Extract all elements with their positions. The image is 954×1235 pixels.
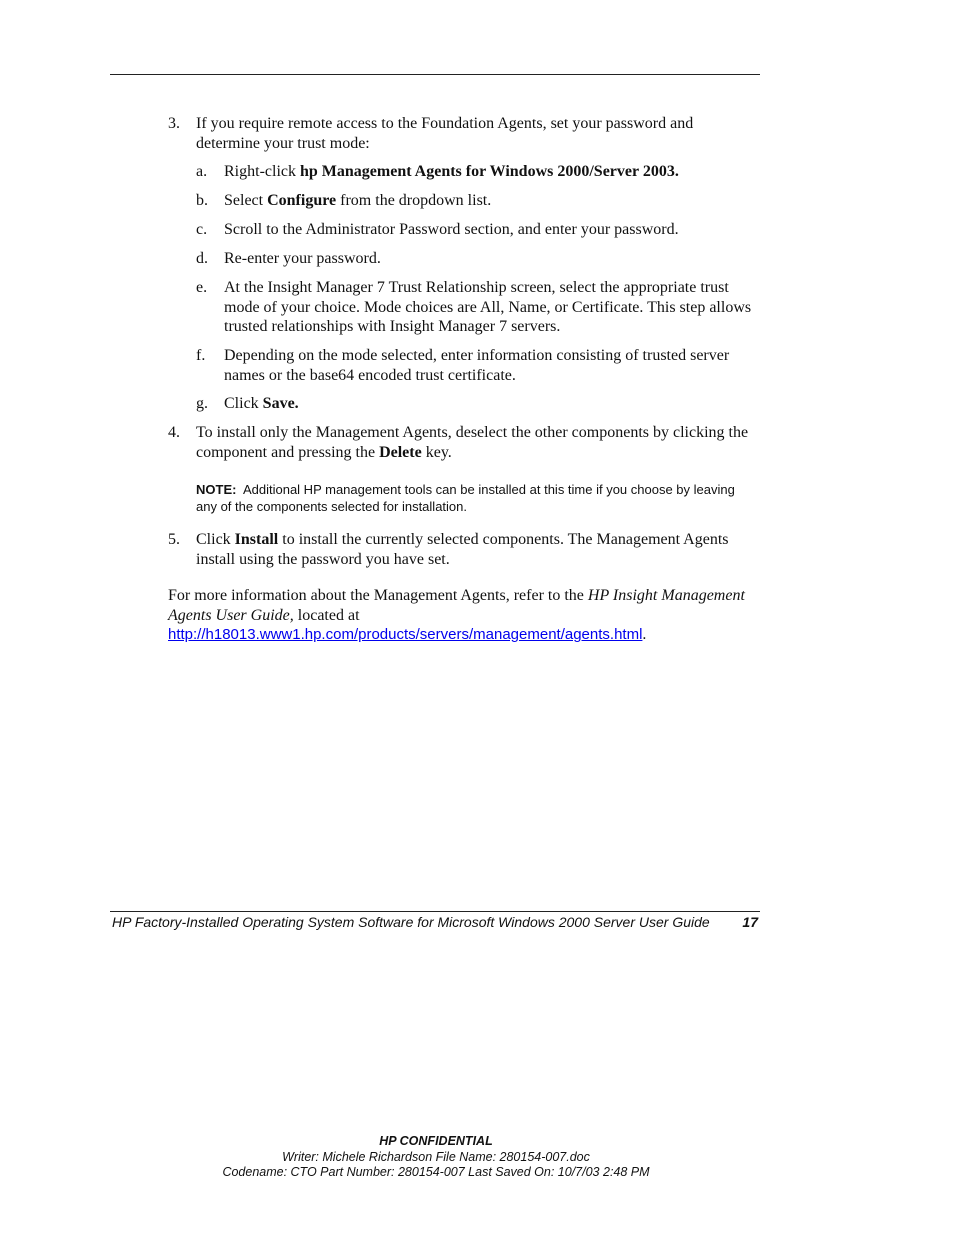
step-text: to install the currently selected components. The Management Agents install using the password you have set. [196, 531, 729, 568]
substep-letter: f. [196, 347, 206, 364]
paragraph-end: . [642, 626, 647, 643]
note-text: Additional HP management tools can be installed at this time if you choose by leaving any of the components selected for installation. [196, 482, 735, 514]
substep-text: At the Insight Manager 7 Trust Relationship screen, select the appropriate trust mode of your choice. Mode choices are All, Name, or Certificate. This step allows trusted relationships with Insight Manager 7 servers. [224, 279, 752, 335]
footer-title: HP Factory-Installed Operating System Software for Microsoft Windows 2000 Server User Guide [112, 914, 710, 930]
install-label: Install [234, 531, 279, 548]
step-text: key. [421, 443, 452, 461]
delete-key-label: Delete [379, 443, 422, 461]
note [196, 481, 756, 515]
step-text: To install only the Management Agents, deselect the other components by clicking the component and pressing the [196, 424, 749, 461]
writer-line: Writer: Michele Richardson File Name: 280154-007.doc [282, 1149, 590, 1164]
note-label: NOTE: [196, 482, 237, 497]
substep-letter: a. [196, 163, 208, 180]
save-label: Save. [262, 395, 299, 412]
codename-line: Codename: CTO Part Number: 280154-007 Last Saved On: 10/7/03 2:48 PM [222, 1165, 650, 1179]
substep-text: Select [224, 192, 268, 209]
step-number: 4. [168, 424, 180, 441]
substep-text: Click [224, 395, 263, 412]
header-rule [110, 74, 760, 75]
more-info-paragraph [168, 586, 758, 645]
page-number: 17 [742, 914, 758, 930]
agents-url-link[interactable]: http://h18013.www1.hp.com/products/servers/management/agents.html [168, 626, 643, 643]
substep-letter: c. [196, 221, 208, 238]
footer-rule [110, 911, 760, 912]
configure-label: Configure [267, 192, 337, 209]
page-footer [112, 914, 758, 930]
guide-title: HP Insight Management Agents User Guide, [168, 587, 745, 624]
step-number: 5. [168, 531, 180, 548]
substep-text: Scroll to the Administrator Password section, and enter your password. [224, 221, 679, 238]
agent-name: hp Management Agents for Windows 2000/Server 2003. [299, 163, 679, 180]
substep-letter: e. [196, 279, 208, 296]
step-text: Click [196, 531, 235, 548]
substep-text: Depending on the mode selected, enter information consisting of trusted server names or the base64 encoded trust certificate. [224, 347, 730, 384]
substep-letter: b. [196, 192, 208, 209]
substep-letter: d. [196, 250, 208, 267]
confidential-heading: HP CONFIDENTIAL [379, 1134, 493, 1148]
paragraph-text: For more information about the Management Agents, refer to the [168, 587, 588, 604]
step-text: If you require remote access to the Foundation Agents, set your password and determine your trust mode: [196, 115, 694, 152]
confidential-block [0, 1134, 872, 1181]
substep-letter: g. [196, 395, 208, 412]
paragraph-text: located at [293, 606, 360, 624]
substep-text: from the dropdown list. [336, 192, 492, 209]
substep-text: Re-enter your password. [224, 250, 381, 267]
substep-text: Right-click [224, 163, 300, 180]
step-number: 3. [168, 115, 180, 132]
